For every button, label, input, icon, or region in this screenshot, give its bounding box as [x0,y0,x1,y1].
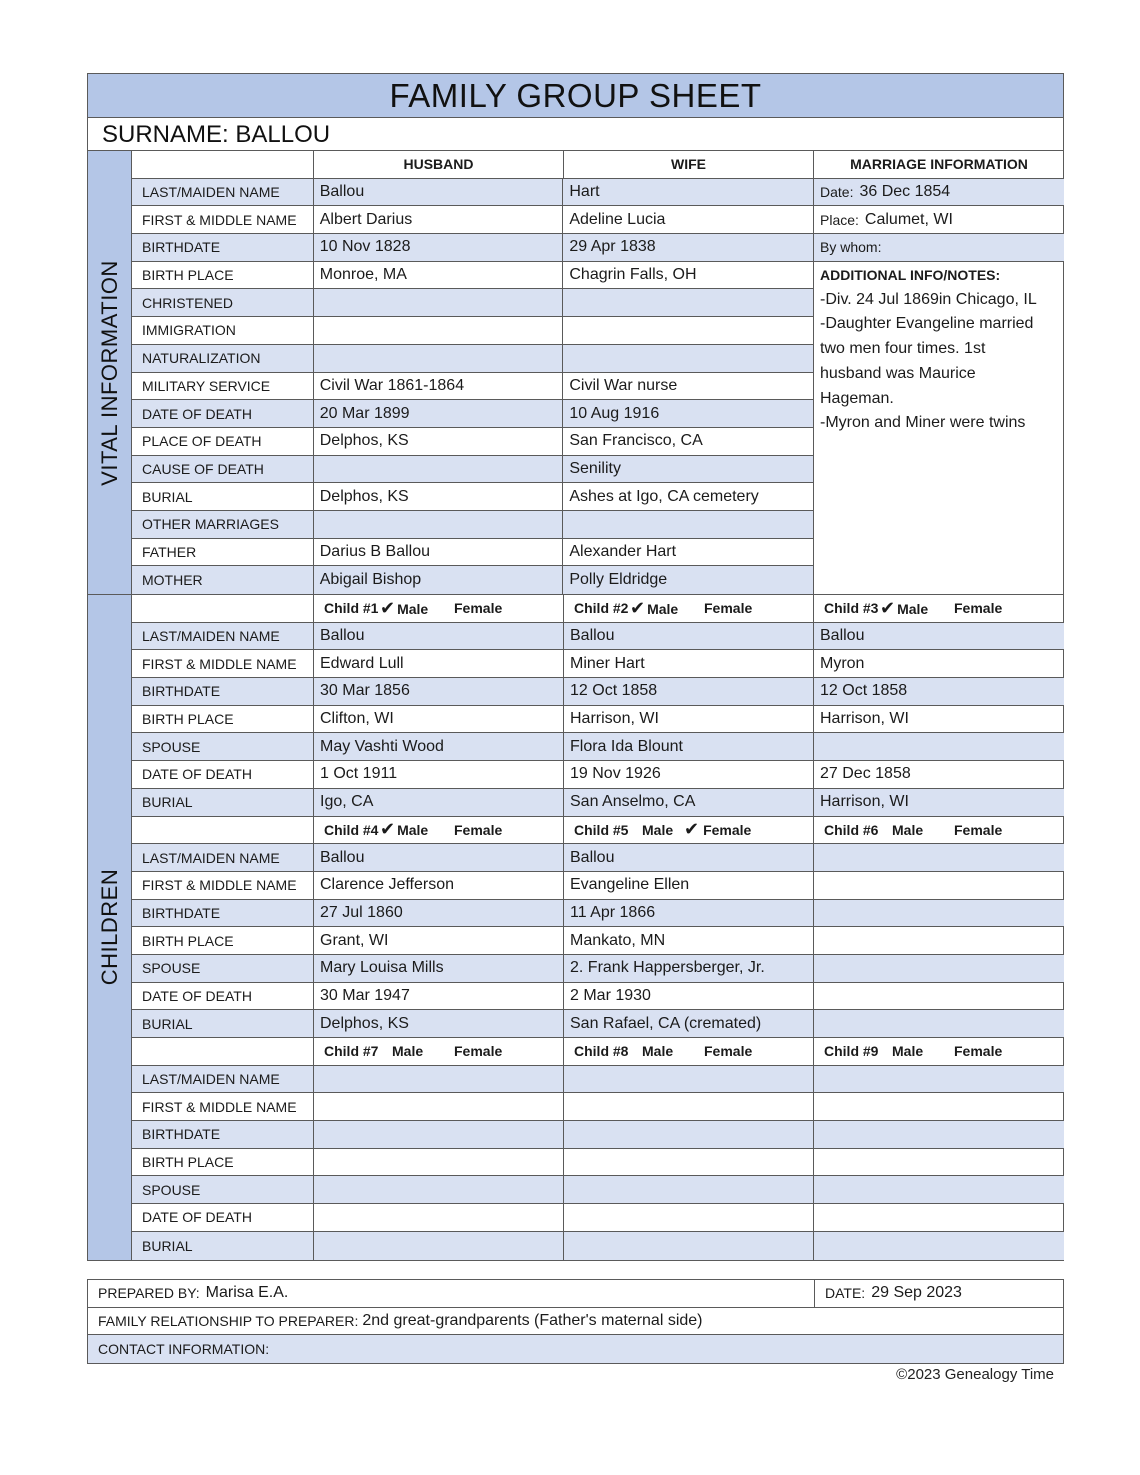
wife-value[interactable]: Ashes at Igo, CA cemetery [569,487,759,505]
notes-line: two men four times. 1st [820,340,986,358]
children-header-blank [132,1038,314,1065]
child-row-label: SPOUSE [132,733,314,760]
marriage-by-whom-row [814,234,1064,262]
child-value[interactable] [814,1010,1064,1037]
marriage-column [814,179,1064,594]
wife-value[interactable] [563,317,813,344]
vital-row [132,179,814,207]
child-number: Child #2 [574,600,629,617]
husband-header: HUSBAND [314,151,564,178]
child-value[interactable] [814,1066,1064,1093]
child-data-row [132,900,1064,928]
copyright: ©2023 Genealogy Time [896,1366,1054,1383]
child-value[interactable] [314,1176,564,1203]
children-header-blank [132,595,314,622]
child-value[interactable]: 12 Oct 1858 [820,682,908,700]
family-group-sheet [87,73,1064,1261]
female-label: Female [703,822,752,839]
marriage-header: MARRIAGE INFORMATION [850,156,1028,173]
male-label: Male [397,822,429,839]
child-value[interactable] [564,1066,814,1093]
male-label: Male [392,1043,424,1060]
female-label: Female [454,821,503,838]
children-section [88,595,1063,1260]
child-value[interactable] [314,1232,564,1260]
child-value[interactable]: Miner Hart [564,650,814,677]
vital-row-label: IMMIGRATION [132,317,314,344]
wife-value[interactable]: Chagrin Falls, OH [569,266,697,284]
child-header [564,1038,814,1065]
child-row-label: DATE OF DEATH [132,1204,314,1231]
check-icon: ✔ [630,597,646,618]
child-row-label: BIRTHDATE [132,678,314,705]
vital-row-label: LAST/MAIDEN NAME [132,179,314,206]
husband-value[interactable]: Delphos, KS [314,428,564,455]
notes-area[interactable] [814,262,1064,436]
prepared-by-label: PREPARED BY: [98,1285,200,1302]
preparer-footer [87,1279,1064,1364]
child-number: Child #7 [324,1043,379,1060]
child-row-label: BURIAL [132,1232,314,1260]
child-header [314,595,564,622]
child-value[interactable]: 19 Nov 1926 [564,761,814,788]
child-row-label: BURIAL [132,789,314,816]
date-label: DATE: [825,1285,866,1302]
female-option[interactable] [954,1043,1002,1059]
notes-header: ADDITIONAL INFO/NOTES: [820,266,1001,283]
relationship-row [88,1308,1063,1336]
relationship-value[interactable]: 2nd great-grandparents (Father's maternal side) [362,1312,703,1330]
male-option[interactable] [642,1043,704,1059]
child-value[interactable]: Ballou [564,844,814,871]
female-option[interactable] [704,600,752,616]
check-icon: ✔ [684,819,700,840]
child-row-label: BIRTHDATE [132,900,314,927]
child-value[interactable]: 30 Mar 1856 [314,678,564,705]
children-grid [132,595,1064,1260]
child-data-row [132,706,1064,734]
male-label: Male [642,1043,674,1060]
child-data-row [132,955,1064,983]
child-value[interactable]: Harrison, WI [820,793,909,811]
child-row-label: FIRST & MIDDLE NAME [132,1093,314,1120]
husband-value[interactable]: Albert Darius [314,206,564,233]
vital-row-label: FIRST & MIDDLE NAME [132,206,314,233]
child-header [564,595,814,622]
child-header [564,817,814,844]
wife-value[interactable]: San Francisco, CA [569,432,703,450]
vital-row-label: CAUSE OF DEATH [132,456,314,483]
vital-header-row [132,151,1064,179]
child-data-row [132,1093,1064,1121]
female-label: Female [954,1043,1003,1060]
check-icon: ✔ [380,597,396,618]
male-option[interactable] [880,597,954,619]
vital-row-label: BIRTHDATE [132,234,314,261]
husband-value[interactable]: Abigail Bishop [314,566,564,594]
children-header-blank [132,817,314,844]
child-value[interactable]: Myron [820,654,865,672]
female-option[interactable] [684,819,752,840]
child-value[interactable] [814,844,1064,871]
child-value[interactable] [564,1121,814,1148]
marriage-place-value[interactable]: Calumet, WI [864,210,953,228]
child-data-row [132,1066,1064,1094]
child-number: Child #6 [824,821,879,838]
male-label: Male [892,821,924,838]
vital-row [132,289,814,317]
male-label: Male [642,821,674,838]
notes-line: -Daughter Evangeline married [820,315,1034,333]
male-option[interactable] [392,1043,454,1059]
child-value[interactable] [564,1093,814,1120]
vital-grid [132,151,1064,594]
vital-row [132,511,814,539]
marriage-place-cell [814,206,1064,233]
child-value[interactable] [814,983,1064,1010]
male-option[interactable] [380,597,454,619]
child-header [814,595,1064,622]
relationship-label: FAMILY RELATIONSHIP TO PREPARER: [98,1313,359,1330]
child-value[interactable]: Ballou [314,623,564,650]
vital-row [132,400,814,428]
child-data-row [132,1176,1064,1204]
female-label: Female [704,600,753,617]
child-value[interactable] [314,1066,564,1093]
child-data-row [132,678,1064,706]
child-value[interactable]: Ballou [820,627,865,645]
vital-side-label: VITAL INFORMATION [88,151,132,594]
vital-header-blank [132,151,314,178]
male-label: Male [892,1043,924,1060]
child-row-label: LAST/MAIDEN NAME [132,844,314,871]
male-option[interactable] [630,597,704,619]
child-data-row [132,1204,1064,1232]
male-label: Male [647,600,679,617]
child-value[interactable]: Evangeline Ellen [564,872,814,899]
child-value[interactable]: Clarence Jefferson [314,872,564,899]
child-data-row [132,650,1064,678]
wife-value[interactable]: Alexander Hart [569,542,677,560]
prepared-by-row [88,1280,1063,1308]
child-value[interactable]: Ballou [314,844,564,871]
wife-value[interactable]: 29 Apr 1838 [569,238,656,256]
vital-row-label: FATHER [132,539,314,566]
wife-header: WIFE [564,151,814,178]
child-number: Child #9 [824,1043,879,1060]
child-value[interactable]: 2. Frank Happersberger, Jr. [564,955,814,982]
child-row-label: BIRTH PLACE [132,1149,314,1176]
child-data-row [132,789,1064,817]
female-option[interactable] [454,822,502,838]
child-value[interactable]: Flora Ida Blount [564,733,814,760]
child-data-row [132,761,1064,789]
marriage-date-label: Date: [820,184,854,201]
wife-value[interactable]: 10 Aug 1916 [569,404,660,422]
child-header [314,817,564,844]
child-value[interactable]: Igo, CA [314,789,564,816]
child-number: Child #3 [824,600,879,617]
husband-value[interactable]: 20 Mar 1899 [314,400,564,427]
surname-label: SURNAME: [102,121,229,148]
child-data-row [132,733,1064,761]
child-value[interactable] [564,1232,814,1260]
vital-row-label: CHRISTENED [132,289,314,316]
marriage-place-row [814,206,1064,234]
vital-row-label: OTHER MARRIAGES [132,511,314,538]
child-value[interactable]: Clifton, WI [314,706,564,733]
vital-row-label: NATURALIZATION [132,345,314,372]
surname-value[interactable]: BALLOU [235,121,331,148]
vital-row [132,206,814,234]
child-data-row [132,1149,1064,1177]
vital-row-label: DATE OF DEATH [132,400,314,427]
marriage-place-label: Place: [820,211,859,228]
child-row-label: SPOUSE [132,1176,314,1203]
wife-value[interactable] [563,345,813,372]
child-data-row [132,983,1064,1011]
wife-value[interactable] [563,289,813,316]
husband-value[interactable]: Monroe, MA [314,262,564,289]
child-value[interactable] [814,927,1064,954]
female-option[interactable] [954,822,1002,838]
notes-line: -Myron and Miner were twins [820,414,1026,432]
wife-value[interactable]: Civil War nurse [569,376,678,394]
children-header-row [132,595,1064,623]
vital-row [132,539,814,567]
child-value[interactable]: San Anselmo, CA [564,789,814,816]
vital-row [132,317,814,345]
child-value[interactable]: 12 Oct 1858 [564,678,814,705]
marriage-date-cell [814,179,1064,206]
husband-value[interactable]: Darius B Ballou [314,539,564,566]
child-value[interactable] [814,1093,1064,1120]
marriage-date-row [814,179,1064,207]
child-value[interactable]: 27 Dec 1858 [820,765,911,783]
male-option[interactable] [380,819,454,840]
male-option[interactable] [892,822,954,838]
child-row-label: DATE OF DEATH [132,761,314,788]
child-value[interactable]: 2 Mar 1930 [564,983,814,1010]
child-header [814,1038,1064,1065]
child-data-row [132,844,1064,872]
vital-row [132,234,814,262]
sheet-title: FAMILY GROUP SHEET [88,74,1063,118]
child-data-row [132,1010,1064,1038]
vital-row [132,456,814,484]
male-label: Male [397,600,429,617]
child-row-label: FIRST & MIDDLE NAME [132,872,314,899]
child-row-label: BIRTH PLACE [132,706,314,733]
child-header [314,1038,564,1065]
husband-value[interactable]: Civil War 1861-1864 [314,373,564,400]
vital-row-label: PLACE OF DEATH [132,428,314,455]
child-header [814,817,1064,844]
child-value[interactable]: May Vashti Wood [314,733,564,760]
child-value[interactable] [564,1149,814,1176]
female-option[interactable] [954,600,1002,616]
female-label: Female [954,821,1003,838]
child-value[interactable] [814,1176,1064,1203]
child-data-row [132,623,1064,651]
wife-value[interactable]: Adeline Lucia [569,210,666,228]
female-label: Female [454,1043,503,1060]
child-data-row [132,1121,1064,1149]
marriage-date-value[interactable]: 36 Dec 1854 [859,183,951,201]
husband-value[interactable] [314,511,564,538]
child-row-label: LAST/MAIDEN NAME [132,623,314,650]
child-data-row [132,872,1064,900]
child-number: Child #1 [324,600,379,617]
child-value[interactable]: Harrison, WI [820,710,909,728]
child-number: Child #4 [324,821,379,838]
child-row-label: BIRTH PLACE [132,927,314,954]
child-value[interactable]: San Rafael, CA (cremated) [564,1010,814,1037]
wife-value[interactable]: Polly Eldridge [569,571,668,589]
vital-row [132,262,814,290]
child-row-label: DATE OF DEATH [132,983,314,1010]
female-option[interactable] [454,600,502,616]
child-row-label: SPOUSE [132,955,314,982]
child-value[interactable]: Mankato, MN [564,927,814,954]
husband-value[interactable] [314,289,564,316]
husband-value[interactable] [314,317,564,344]
marriage-by-whom-cell [814,234,1064,261]
child-data-row [132,927,1064,955]
child-value[interactable] [814,733,1064,760]
wife-value[interactable]: Hart [569,183,600,201]
prepared-by-value[interactable]: Marisa E.A. [205,1284,289,1302]
male-option[interactable] [892,1043,954,1059]
female-option[interactable] [704,1043,752,1059]
child-row-label: FIRST & MIDDLE NAME [132,650,314,677]
child-data-row [132,1232,1064,1260]
child-value[interactable]: 11 Apr 1866 [564,900,814,927]
check-icon: ✔ [880,597,896,618]
child-value[interactable] [814,955,1064,982]
child-value[interactable]: Harrison, WI [564,706,814,733]
vital-row [132,428,814,456]
child-value[interactable] [814,1204,1064,1231]
husband-value[interactable]: Delphos, KS [314,483,564,510]
child-value[interactable] [314,1149,564,1176]
male-label: Male [897,600,929,617]
check-icon: ✔ [380,819,396,840]
child-value[interactable]: 30 Mar 1947 [314,983,564,1010]
notes-line: Hageman. [820,389,894,407]
husband-value[interactable] [314,345,564,372]
vital-rows [132,179,814,594]
wife-value[interactable] [563,511,813,538]
child-value[interactable] [814,1149,1064,1176]
husband-value[interactable] [314,456,564,483]
child-value[interactable]: Edward Lull [314,650,564,677]
child-value[interactable] [314,1204,564,1231]
vital-row [132,345,814,373]
child-value[interactable]: 1 Oct 1911 [314,761,564,788]
child-value[interactable]: Delphos, KS [314,1010,564,1037]
child-value[interactable] [814,900,1064,927]
female-option[interactable] [454,1043,502,1059]
husband-value[interactable]: Ballou [314,179,564,206]
child-value[interactable]: 27 Jul 1860 [314,900,564,927]
vital-row [132,566,814,594]
marriage-by-whom-label: By whom: [820,239,882,256]
child-value[interactable] [564,1176,814,1203]
child-value[interactable] [564,1204,814,1231]
child-value[interactable]: Ballou [564,623,814,650]
children-header-row [132,1038,1064,1066]
husband-value[interactable]: 10 Nov 1828 [314,234,564,261]
child-value[interactable]: Grant, WI [314,927,564,954]
contact-label: CONTACT INFORMATION: [98,1341,270,1358]
female-label: Female [454,600,503,617]
child-number: Child #5 [574,821,629,838]
notes-line: husband was Maurice [820,364,976,382]
child-value[interactable]: Mary Louisa Mills [314,955,564,982]
vital-row [132,483,814,511]
child-value[interactable] [814,872,1064,899]
vital-row [132,373,814,401]
child-value[interactable] [314,1121,564,1148]
child-row-label: BURIAL [132,1010,314,1037]
surname-row [88,118,1063,151]
contact-row [88,1335,1063,1363]
children-header-row [132,817,1064,845]
vital-row-label: BIRTH PLACE [132,262,314,289]
notes-line: -Div. 24 Jul 1869in Chicago, IL [820,290,1037,308]
vital-row-label: MILITARY SERVICE [132,373,314,400]
child-row-label: BIRTHDATE [132,1121,314,1148]
vital-section [88,151,1063,595]
child-value[interactable] [814,1121,1064,1148]
female-label: Female [954,600,1003,617]
wife-value[interactable]: Senility [569,459,621,477]
vital-row-label: BURIAL [132,483,314,510]
child-row-label: LAST/MAIDEN NAME [132,1066,314,1093]
children-side-label: CHILDREN [88,595,132,1260]
female-label: Female [704,1043,753,1060]
child-value[interactable] [814,1232,1064,1260]
vital-row-label: MOTHER [132,566,314,594]
child-value[interactable] [314,1093,564,1120]
vital-body [132,179,1064,594]
child-number: Child #8 [574,1043,629,1060]
date-value[interactable]: 29 Sep 2023 [871,1284,962,1302]
